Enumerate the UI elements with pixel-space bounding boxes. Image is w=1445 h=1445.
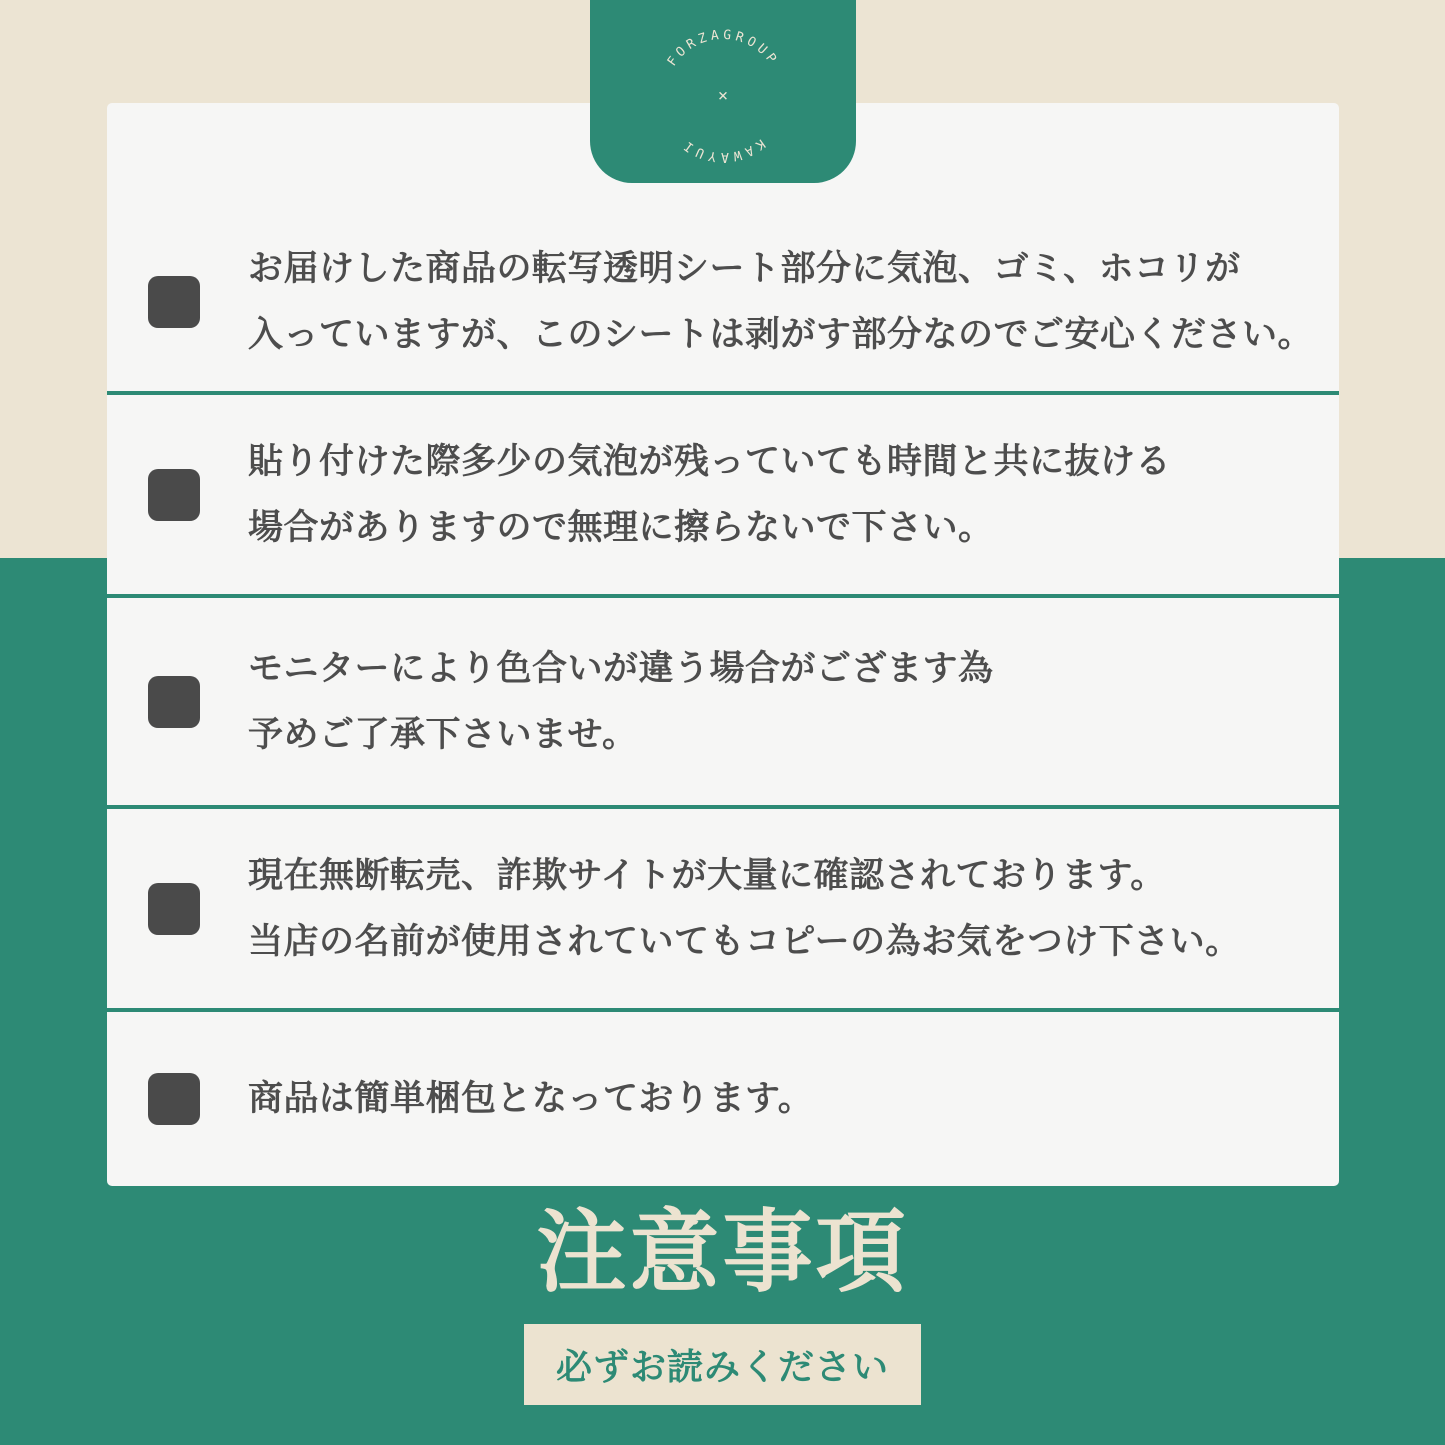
- checkbox-bullet-icon: [148, 1073, 200, 1125]
- checkbox-bullet-icon: [148, 469, 200, 521]
- read-notice-label: 必ずお読みください: [524, 1324, 921, 1405]
- checkbox-bullet-icon: [148, 883, 200, 935]
- notice-line: 入っていますが、このシートは剥がす部分なのでご安心ください。: [248, 315, 1314, 354]
- notice-line: 場合がありますので無理に擦らないで下さい。: [248, 507, 994, 547]
- brand-x-mark-icon: ×: [717, 86, 728, 106]
- svg-text:KAWAYUI: [678, 136, 767, 164]
- notice-line: 予めご了承下さいませ。: [248, 714, 638, 754]
- checkbox-bullet-icon: [148, 676, 200, 728]
- notice-line: 商品は簡単梱包となっております。: [248, 1079, 814, 1118]
- notice-line: モニターにより色合いが違う場合がござます為: [248, 648, 994, 688]
- notice-panel: [107, 103, 1339, 1186]
- checkbox-bullet-icon: [148, 276, 200, 328]
- page-title: 注意事項: [536, 1203, 909, 1303]
- footer: [0, 1186, 1445, 1445]
- notice-line: 現在無断転売、詐欺サイトが大量に確認されております。: [248, 855, 1166, 895]
- brand-logo: [590, 0, 856, 183]
- brand-arc-bottom-text: KAWAYUI: [678, 135, 767, 165]
- notice-item-5: [107, 1012, 1339, 1186]
- notice-line: 当店の名前が使用されていてもコピーの為お気をつけ下さい。: [248, 921, 1241, 961]
- svg-text:FORZAGROUP: [664, 28, 780, 70]
- notice-item-4: [107, 809, 1339, 1008]
- brand-arc-top-text: FORZAGROUP: [664, 27, 781, 70]
- notice-item-2: [107, 395, 1339, 594]
- brand-badge: [590, 0, 856, 183]
- notice-line: 貼り付けた際多少の気泡が残っていても時間と共に抜ける: [248, 441, 1172, 481]
- notice-line: お届けした商品の転写透明シート部分に気泡、ゴミ、ホコリが: [248, 249, 1241, 288]
- notice-item-3: [107, 598, 1339, 805]
